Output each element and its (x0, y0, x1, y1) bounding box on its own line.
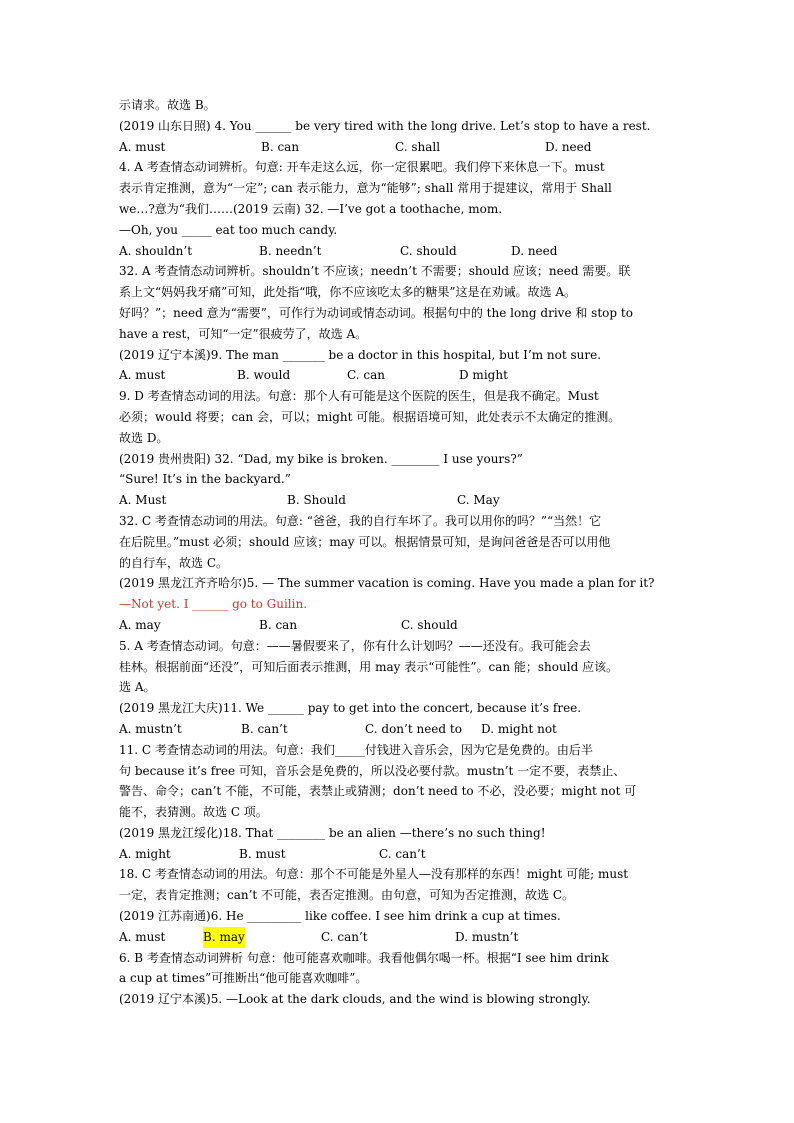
option: C. can (347, 368, 385, 383)
answer-line: a cup at times”可推断出“他可能喜欢咖啡”。 (119, 971, 368, 986)
answer-line: 必须；would 将要；can 会，可以；might 可能。根据语境可知，此处表示不太确定的推测。 (119, 409, 621, 424)
option: D. need (511, 243, 558, 258)
answer-line: 选 A。 (119, 680, 156, 695)
option: A. must (119, 929, 166, 944)
options-row (119, 615, 679, 636)
answer-line: 6. B 考查情态动词辨析 句意：他可能喜欢咖啡。我看他偶尔喝一杯。根据“I see him drink (119, 950, 609, 965)
option: D. need (545, 139, 592, 154)
answer-line: 警告、命令；can’t 不能，不可能，表禁止或猜测；don’t need to 不必，没必要；might not 可 (119, 784, 637, 799)
answer-line: 9. D 考查情态动词的用法。句意：那个人有可能是这个医院的医生，但是我不确定。Must (119, 389, 599, 404)
option-highlighted: B. may (203, 927, 245, 948)
answer-line: 的自行车，故选 C。 (119, 555, 228, 570)
question-line: (2019 江苏南通)6. He _________ like coffee. I see him drink a cup at times. (119, 909, 561, 924)
option: A. might (119, 846, 171, 861)
answer-line: 桂林。根据前面“还没”，可知后面表示推测，用 may 表示“可能性”。can 能；should 应该。 (119, 659, 619, 674)
option: C. should (400, 243, 457, 258)
option: A. must (119, 368, 166, 383)
option: B. must (239, 846, 286, 861)
question-line: (2019 贵州贵阳) 32. “Dad, my bike is broken. ________ I use yours?” (119, 451, 523, 466)
option: B. can (259, 617, 298, 632)
options-row (119, 844, 679, 865)
answer-line: 故选 D。 (119, 430, 169, 445)
option: D. mustn’t (455, 929, 519, 944)
option: A. may (119, 617, 161, 632)
question-line: (2019 辽宁本溪)5. —Look at the dark clouds, and the wind is blowing strongly. (119, 992, 591, 1007)
answer-line: 一定，表肯定推测；can’t 不可能，表否定推测。由句意，可知为否定推测，故选 C。 (119, 888, 575, 903)
option: A. mustn’t (119, 721, 182, 736)
option: B. would (237, 368, 291, 383)
answer-line: 能不，表猜测。故选 C 项。 (119, 805, 268, 820)
option: C. can’t (321, 929, 368, 944)
answer-line: 11. C 考查情态动词的用法。句意：我们_____付钱进入音乐会，因为它是免费的。由后半 (119, 742, 593, 757)
options-row (119, 241, 679, 262)
options-row (119, 719, 679, 740)
question-line: (2019 黑龙江齐齐哈尔)5. — The summer vacation is coming. Have you made a plan for it? (119, 576, 655, 591)
option: D might (459, 368, 508, 383)
option: C. don’t need to (365, 721, 462, 736)
answer-line: 表示肯定推测，意为“一定”; can 表示能力，意为“能够”; shall 常用于提建议，常用于 Shall (119, 181, 612, 196)
answer-line: 好吗？”；need 意为“需要”，可作行为动词或情态动词。根据句中的 the long drive 和 stop to (119, 305, 633, 320)
option: C. should (401, 617, 458, 632)
option: B. Should (287, 493, 346, 508)
option: A. shouldn’t (119, 243, 193, 258)
option: C. May (457, 493, 500, 508)
answer-line: 32. A 考查情态动词辨析。shouldn’t 不应该；needn’t 不需要；should 应该；need 需要。联 (119, 264, 631, 279)
answer-line: 在后院里。”must 必须；should 应该；may 可以。根据情景可知，是询问爸爸是否可以用他 (119, 534, 611, 549)
answer-line: 4. A 考查情态动词辨析。句意: 开车走这么远，你一定很累吧。我们停下来休息一下。must (119, 160, 605, 175)
answer-line: 5. A 考查情态动词。句意：——暑假要来了，你有什么计划吗？——还没有。我可能会去 (119, 638, 591, 653)
question-line: (2019 辽宁本溪)9. The man _______ be a doctor in this hospital, but I’m not sure. (119, 347, 602, 362)
option: C. shall (395, 139, 441, 154)
document-body (119, 95, 679, 1010)
answer-line: we…?意为“我们……(2019 云南) 32. —I’ve got a toothache, mom. (119, 201, 503, 216)
options-row (119, 490, 679, 511)
answer-line: 18. C 考查情态动词的用法。句意：那个不可能是外星人—没有那样的东西！might 可能; must (119, 867, 629, 882)
text-line: 示请求。故选 B。 (119, 98, 216, 112)
question-line: (2019 山东日照) 4. You ______ be very tired with the long drive. Let’s stop to have a rest. (119, 118, 651, 133)
answer-line: have a rest，可知“一定”很疲劳了，故选 A。 (119, 326, 368, 341)
options-row (119, 365, 679, 386)
answer-line: 32. C 考查情态动词的用法。句意: “爸爸，我的自行车坏了。我可以用你的吗？”“当然！它 (119, 513, 602, 528)
option: D. might not (481, 721, 557, 736)
option: B. can (261, 139, 300, 154)
question-line: (2019 黑龙江绥化)18. That ________ be an alien —there’s no such thing! (119, 825, 546, 840)
option: A. must (119, 139, 166, 154)
answer-line: 句 because it’s free 可知，音乐会是免费的，所以没必要付款。mustn’t 一定不要，表禁止、 (119, 763, 626, 778)
option: C. can’t (379, 846, 426, 861)
question-line: (2019 黑龙江大庆)11. We ______ pay to get into the concert, because it’s free. (119, 701, 582, 716)
answer-line: 系上文“妈妈我牙痛”可知，此处指“哦，你不应该吃太多的糖果”这是在劝诫。故选 A。 (119, 285, 577, 300)
question-line: —Oh, you _____ eat too much candy. (119, 222, 338, 237)
option: A. Must (119, 493, 167, 508)
question-line: “Sure! It’s in the backyard.” (119, 472, 291, 487)
option: B. can’t (241, 721, 288, 736)
options-row (119, 927, 679, 948)
option: B. needn’t (259, 243, 322, 258)
options-row (119, 137, 679, 158)
question-line: —Not yet. I ______ go to Guilin. (119, 597, 308, 612)
